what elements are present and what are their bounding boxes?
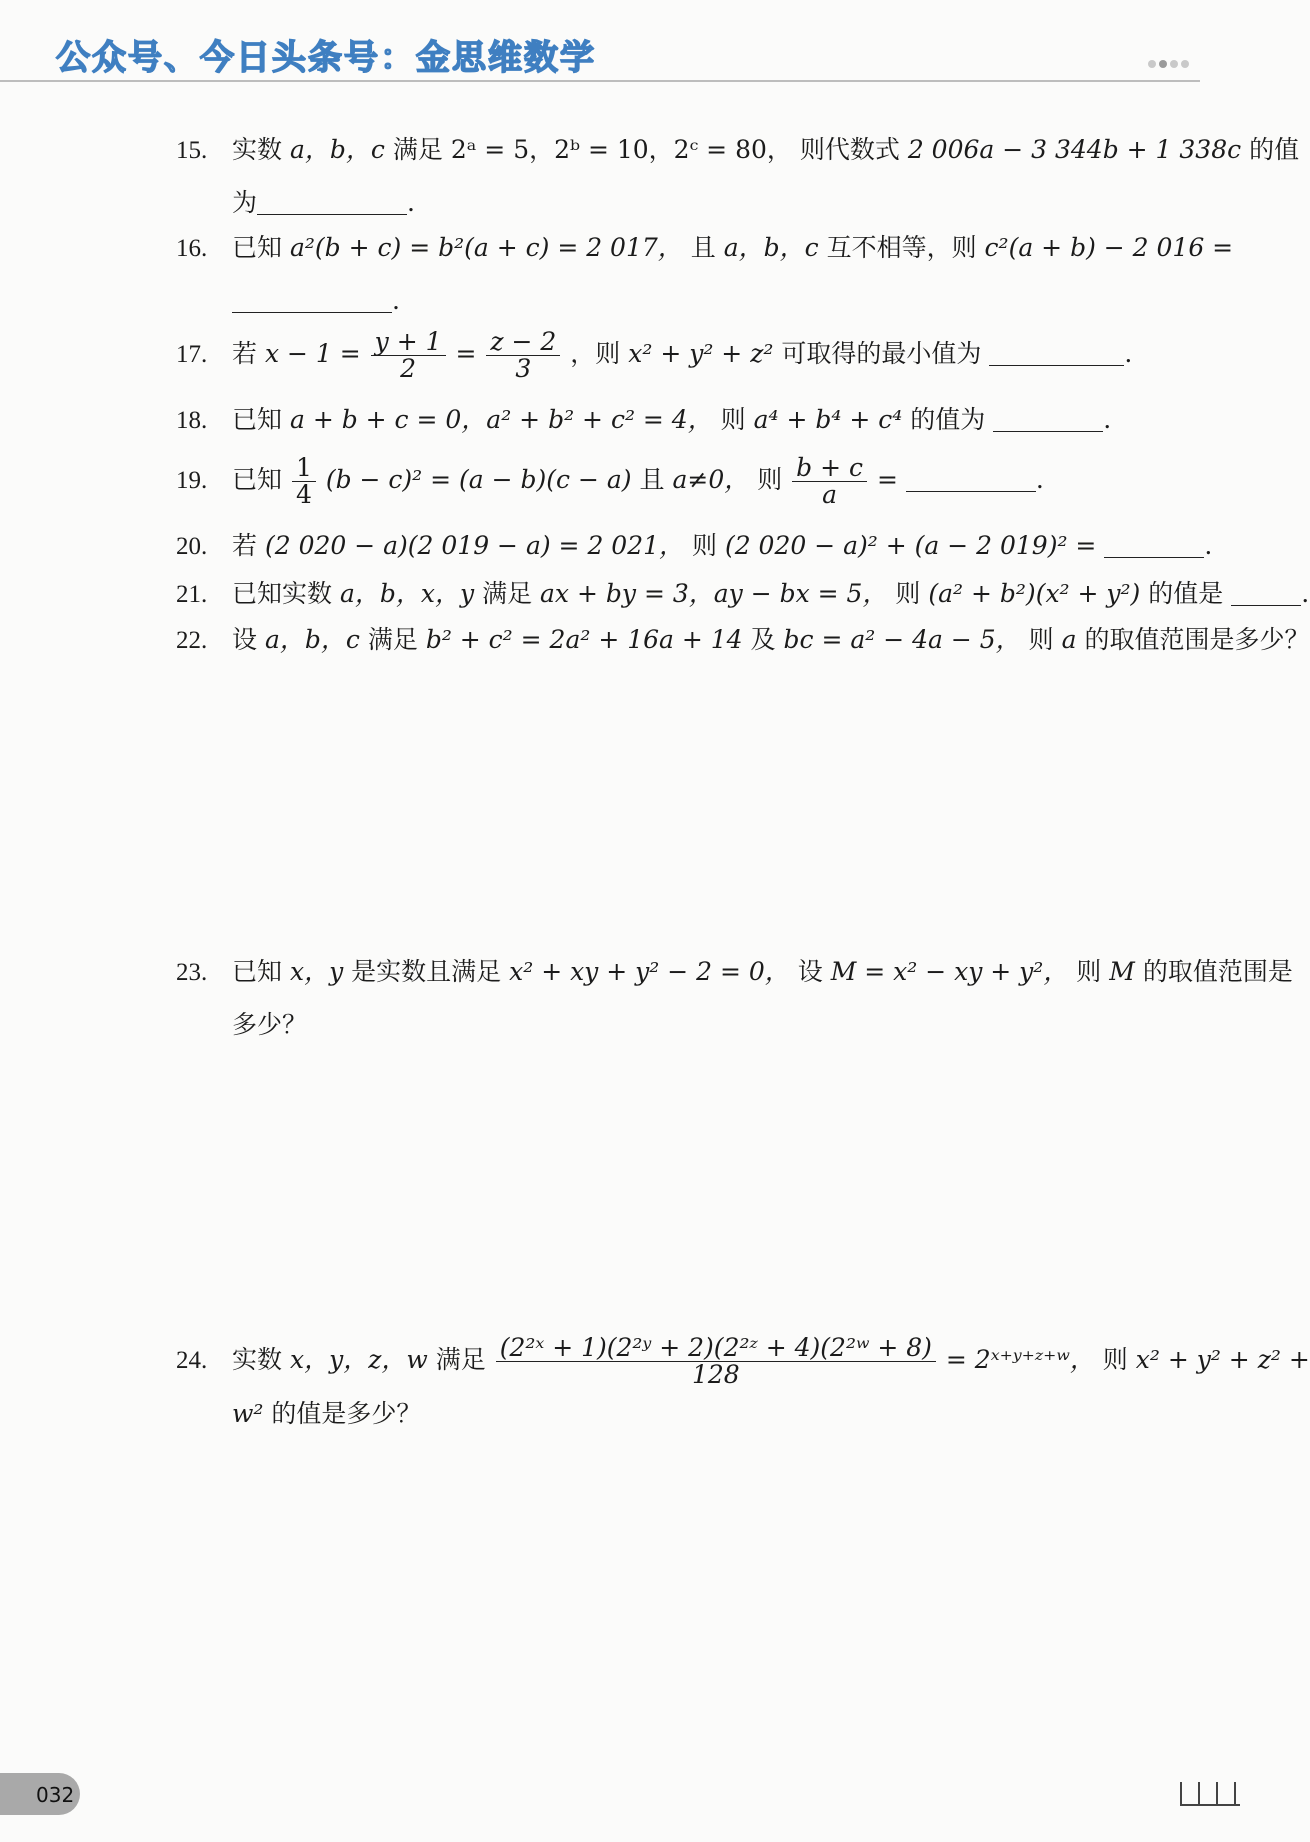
math-expression: ax + by = 3，ay − bx = 5， [540, 579, 888, 608]
header-title: 公众号、今日头条号：金思维数学 [56, 38, 596, 78]
problem-text: ，则 [570, 339, 621, 368]
problem-text: 已知实数 [232, 579, 333, 608]
problem-text: 若 [232, 531, 258, 560]
problem-text: 则 [1102, 1345, 1128, 1374]
problem-text: 设 [232, 625, 258, 654]
problem-text: 满足 [367, 625, 418, 654]
problem-text: 且 [690, 233, 716, 262]
fraction: $\frac{1}{4}$ [292, 455, 316, 509]
math-expression: w² [232, 1399, 264, 1429]
math-expression: (a² + b²)(x² + y²) [928, 579, 1141, 608]
problem-20 [176, 520, 1212, 573]
math-expression: a，b，c [264, 625, 360, 654]
math-expression: (b − c)² = (a − b)(c − a) [325, 465, 632, 494]
problem-text: 则 [757, 465, 783, 494]
problem-number: 20. [176, 533, 208, 560]
problem-text: 实数 [232, 1345, 283, 1374]
problem-text: 已知 [232, 405, 283, 434]
footer-marks [1180, 1782, 1240, 1806]
math-expression: = 2ˣ⁺ʸ⁺ᶻ⁺ʷ， [945, 1345, 1095, 1374]
problem-text: . [1301, 579, 1310, 608]
problem-text: . [1124, 339, 1133, 368]
math-expression: x² + xy + y² − 2 = 0， [509, 957, 790, 986]
problem-text: 设 [797, 957, 823, 986]
problem-18 [176, 394, 1111, 447]
problem-text: 是实数且满足 [351, 957, 502, 986]
problem-text: 为 [232, 188, 258, 217]
problem-number: 17. [176, 341, 208, 368]
problem-text: 满足 [435, 1345, 486, 1374]
problem-text: 实数 [232, 135, 283, 164]
math-expression: x² + y² + z² + [1135, 1345, 1310, 1374]
problem-number: 16. [176, 235, 208, 262]
problem-number: 24. [176, 1347, 208, 1374]
answer-blank[interactable] [1104, 531, 1204, 558]
math-expression: x，y，z，w [289, 1345, 428, 1374]
problem-number: 21. [176, 581, 208, 608]
problem-text: 则 [691, 531, 717, 560]
problem-text: 的值是 [1148, 579, 1224, 608]
problem-24 [176, 1334, 1310, 1440]
problem-16 [176, 222, 1233, 327]
math-expression: x² + y² + z² [628, 339, 774, 368]
problem-15 [176, 124, 1299, 229]
math-expression: a + b + c = 0，a² + b² + c² = 4， [289, 405, 713, 434]
answer-blank[interactable] [1231, 579, 1301, 606]
math-expression: a⁴ + b⁴ + c⁴ [753, 405, 903, 434]
answer-blank[interactable] [906, 465, 1036, 492]
math-expression: a≠0， [672, 465, 750, 494]
math-expression: M = x² − xy + y²， [830, 957, 1069, 986]
math-expression: c²(a + b) − 2 016 = [984, 233, 1234, 262]
problem-text: 的值 [1249, 135, 1300, 164]
problem-23 [176, 946, 1293, 1051]
math-expression: a，b，x，y [339, 579, 475, 608]
page-number: 032 [36, 1783, 75, 1807]
problem-number: 19. [176, 467, 208, 494]
problem-number: 15. [176, 137, 208, 164]
math-expression: x，y [289, 957, 344, 986]
problem-text: 满足 [482, 579, 533, 608]
fraction: $\frac{\text{(2²ˣ + 1)(2²ʸ + 2)(2²ᶻ + 4)(2²ʷ + 8)}}{128}$ [496, 1335, 936, 1389]
header-dots [1148, 53, 1198, 65]
fraction: $\frac{z - 2}{3}$ [486, 329, 560, 383]
math-expression: (2 020 − a)(2 019 − a) = 2 021， [264, 531, 685, 560]
problem-text: . [1204, 531, 1213, 560]
problem-text: . [392, 286, 400, 315]
header-divider [0, 80, 1200, 82]
problem-text: 已知 [232, 957, 283, 986]
answer-blank[interactable] [989, 339, 1124, 366]
problem-number: 22. [176, 627, 208, 654]
math-expression: b² + c² = 2a² + 16a + 14 [425, 625, 743, 654]
problem-text: 则 [1076, 957, 1102, 986]
problem-text: 多少？ [232, 1010, 308, 1039]
problem-text: 的取值范围是 [1142, 957, 1293, 986]
math-symbol: = [455, 339, 477, 368]
math-symbol: = [876, 465, 898, 494]
problem-text: . [1035, 465, 1044, 494]
problem-text: 满足 [392, 135, 443, 164]
math-expression: a，b，c [289, 135, 385, 164]
problem-text: 已知 [232, 233, 283, 262]
problem-22 [176, 614, 1309, 667]
problem-text: . [407, 188, 415, 217]
problem-text: 可取得的最小值为 [781, 339, 982, 368]
problem-number: 23. [176, 959, 208, 986]
problem-text: 且 [639, 465, 665, 494]
math-expression: a [1061, 625, 1077, 654]
problem-text: 的值是多少？ [271, 1399, 422, 1429]
problem-text: 若 [232, 339, 258, 368]
problem-number: 18. [176, 407, 208, 434]
problem-19 [176, 454, 1044, 508]
math-expression: x − 1 = [264, 339, 361, 368]
fraction: $\frac{b + c}{a}$ [792, 455, 867, 509]
math-expression: bc = a² − 4a − 5， [783, 625, 1021, 654]
answer-blank[interactable] [232, 286, 392, 313]
problem-text: 互不相等，则 [826, 233, 977, 262]
math-expression: a，b，c [723, 233, 819, 262]
problem-text: 的取值范围是多少？ [1084, 625, 1310, 654]
math-expression: 2ᵃ = 5，2ᵇ = 10，2ᶜ = 80， [450, 135, 792, 164]
math-expression: a²(b + c) = b²(a + c) = 2 017， [289, 233, 683, 262]
problem-17 [176, 328, 1132, 382]
math-expression: 2 006a − 3 344b + 1 338c [907, 135, 1242, 164]
problem-text: 则 [895, 579, 921, 608]
math-expression: M [1109, 957, 1135, 986]
fraction: $\frac{y + 1}{2}$ [371, 329, 446, 383]
problem-text: 已知 [232, 465, 283, 494]
answer-blank[interactable] [257, 188, 407, 215]
answer-blank[interactable] [993, 405, 1103, 432]
math-expression: (2 020 − a)² + (a − 2 019)² = [724, 531, 1097, 560]
problem-text: 则 [720, 405, 746, 434]
problem-text: 及 [750, 625, 776, 654]
problem-text: 的值为 [910, 405, 986, 434]
problem-text: . [1103, 405, 1112, 434]
problem-text: 则 [1028, 625, 1054, 654]
problem-text: 则代数式 [799, 135, 900, 164]
